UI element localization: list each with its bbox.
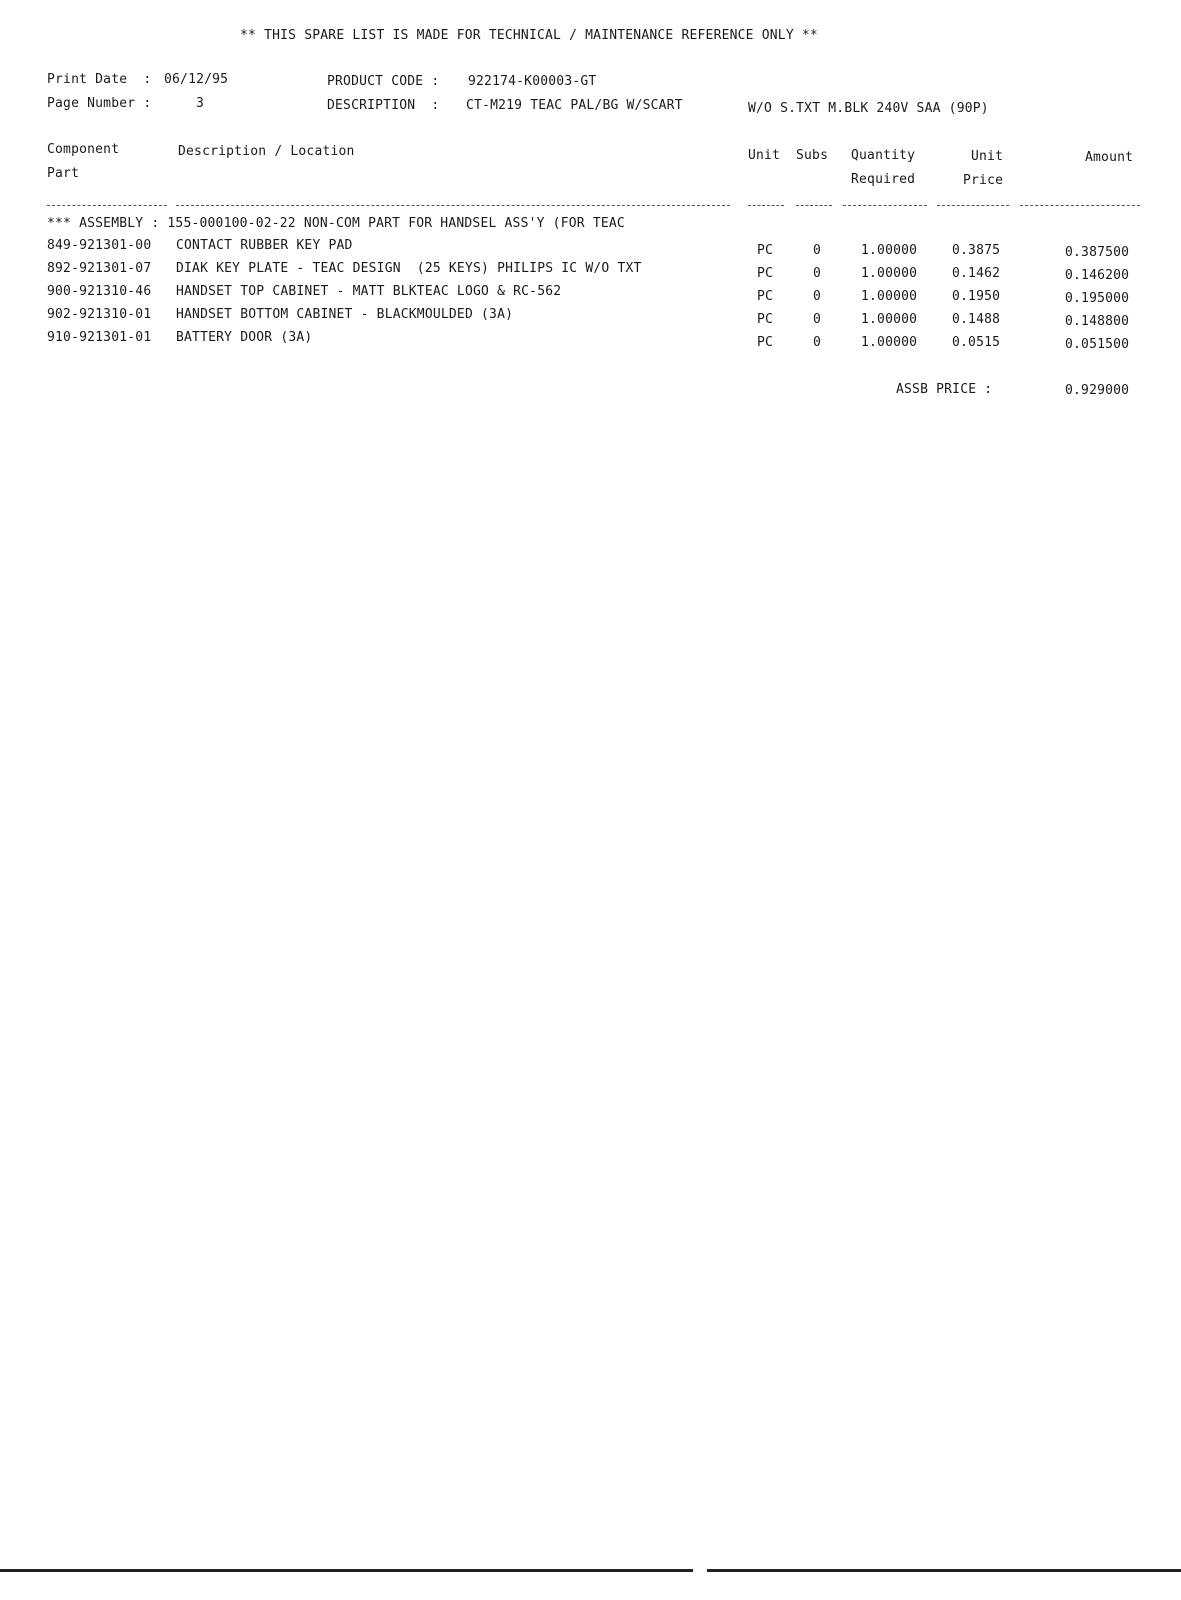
row-description: HANDSET TOP CABINET - MATT BLKTEAC LOGO & RC-562 (176, 284, 562, 299)
row-quantity: 1.00000 (861, 243, 918, 258)
print-date-label: Print Date : (47, 72, 152, 87)
row-quantity: 1.00000 (861, 266, 918, 281)
header-rule-description (176, 205, 730, 206)
header-rule-price (937, 205, 1009, 206)
reference-notice: ** THIS SPARE LIST IS MADE FOR TECHNICAL / MAINTENANCE REFERENCE ONLY ** (240, 28, 818, 43)
row-part: 892-921301-07 (47, 261, 152, 276)
row-subs: 0 (813, 266, 822, 281)
row-subs: 0 (813, 243, 822, 258)
row-description: CONTACT RUBBER KEY PAD (176, 238, 353, 253)
row-price: 0.3875 (952, 243, 1001, 258)
col-part: Part (47, 166, 80, 181)
description-extra: W/O S.TXT M.BLK 240V SAA (90P) (748, 101, 989, 116)
row-amount: 0.146200 (1065, 268, 1130, 283)
header-rule-amount (1020, 205, 1140, 206)
header-rule-part (47, 205, 167, 206)
header-rule-subs (796, 205, 832, 206)
col-description: Description / Location (178, 144, 355, 159)
row-part: 900-921310-46 (47, 284, 152, 299)
row-quantity: 1.00000 (861, 312, 918, 327)
row-subs: 0 (813, 312, 822, 327)
row-part: 902-921310-01 (47, 307, 152, 322)
row-subs: 0 (813, 289, 822, 304)
product-code-value: 922174-K00003-GT (468, 74, 597, 89)
row-price: 0.1462 (952, 266, 1001, 281)
col-unit: Unit (748, 148, 781, 163)
header-rule-unit (748, 205, 784, 206)
row-description: BATTERY DOOR (3A) (176, 330, 313, 345)
col-quantity: Quantity (851, 148, 916, 163)
col-unit-price-1: Unit (971, 149, 1004, 164)
row-amount: 0.387500 (1065, 245, 1130, 260)
description-value: CT-M219 TEAC PAL/BG W/SCART (466, 98, 683, 113)
description-label: DESCRIPTION : (327, 98, 440, 113)
row-description: HANDSET BOTTOM CABINET - BLACKMOULDED (3A) (176, 307, 514, 322)
row-amount: 0.051500 (1065, 337, 1130, 352)
header-rule-quantity (843, 205, 927, 206)
row-price: 0.1950 (952, 289, 1001, 304)
page-number-value: 3 (196, 96, 205, 111)
assembly-line: *** ASSEMBLY : 155-000100-02-22 NON-COM PART FOR HANDSEL ASS'Y (FOR TEAC (47, 216, 625, 231)
col-component: Component (47, 142, 120, 157)
row-quantity: 1.00000 (861, 335, 918, 350)
print-date-value: 06/12/95 (164, 72, 229, 87)
page-bottom-rule-gap (693, 1569, 707, 1572)
col-required: Required (851, 172, 916, 187)
row-unit: PC (757, 266, 774, 281)
row-subs: 0 (813, 335, 822, 350)
row-description: DIAK KEY PLATE - TEAC DESIGN (25 KEYS) PHILIPS IC W/O TXT (176, 261, 642, 276)
col-amount: Amount (1085, 150, 1134, 165)
page-number-label: Page Number : (47, 96, 152, 111)
row-unit: PC (757, 335, 774, 350)
row-part: 910-921301-01 (47, 330, 152, 345)
row-amount: 0.148800 (1065, 314, 1130, 329)
assembly-price-label: ASSB PRICE : (896, 382, 993, 397)
row-quantity: 1.00000 (861, 289, 918, 304)
row-amount: 0.195000 (1065, 291, 1130, 306)
product-code-label: PRODUCT CODE : (327, 74, 440, 89)
row-price: 0.0515 (952, 335, 1001, 350)
col-subs: Subs (796, 148, 829, 163)
page-bottom-rule (0, 1569, 1181, 1572)
col-unit-price-2: Price (963, 173, 1004, 188)
row-unit: PC (757, 243, 774, 258)
assembly-price-value: 0.929000 (1065, 383, 1130, 398)
row-part: 849-921301-00 (47, 238, 152, 253)
row-price: 0.1488 (952, 312, 1001, 327)
row-unit: PC (757, 312, 774, 327)
row-unit: PC (757, 289, 774, 304)
